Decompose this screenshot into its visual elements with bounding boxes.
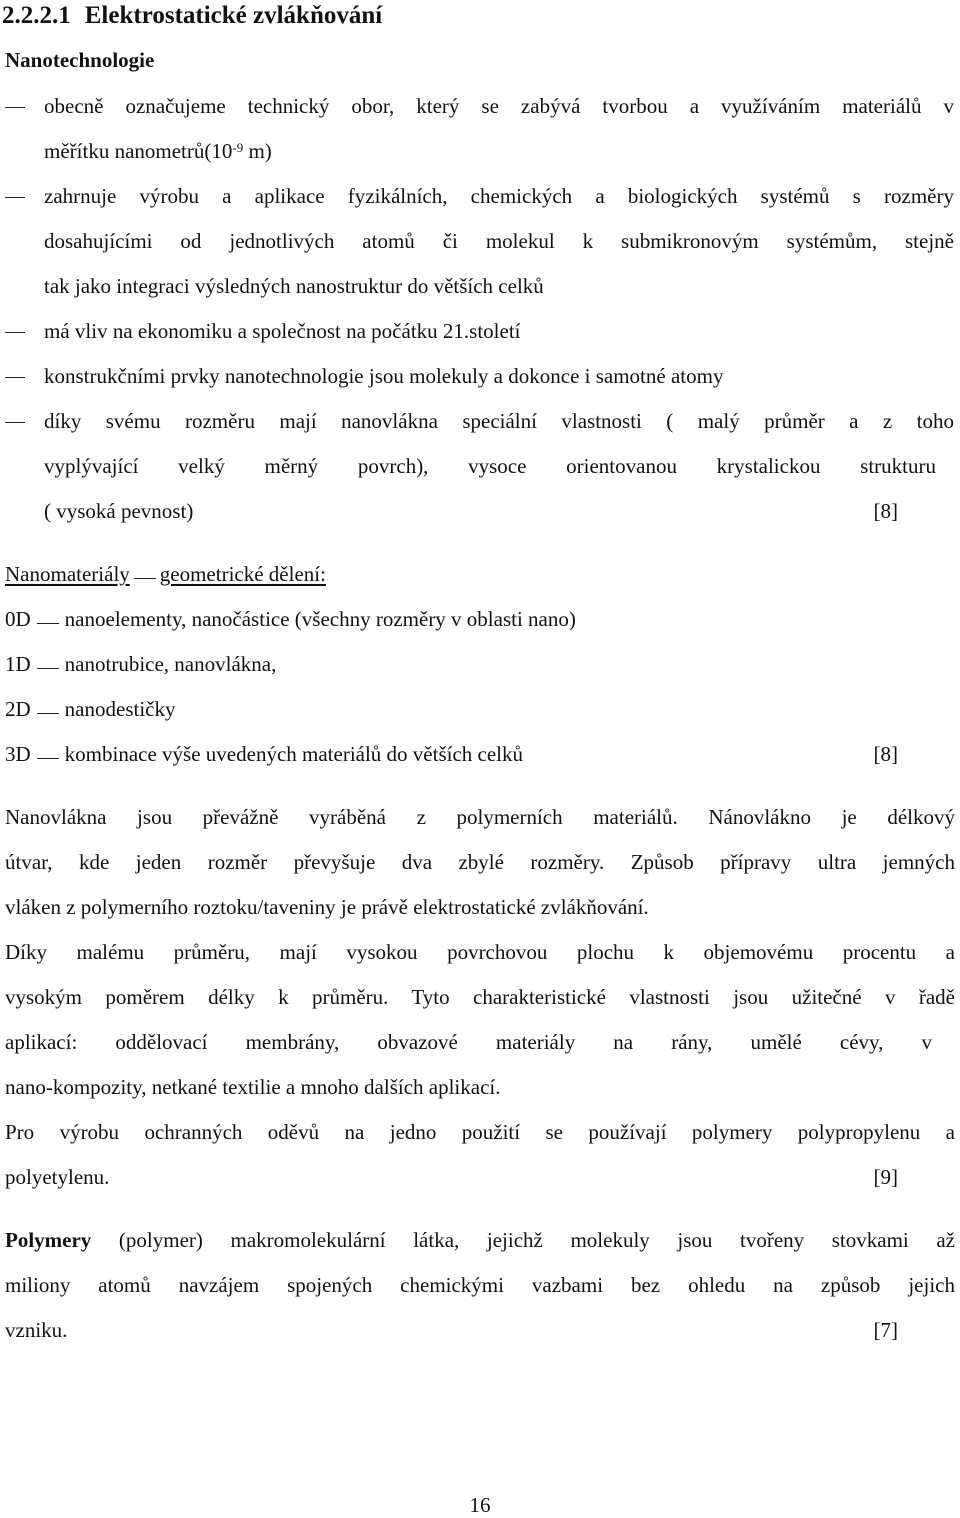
paragraph-1-line-7: nano-kompozity, netkané textilie a mnoho dalších aplikací. (5, 1075, 501, 1099)
bullet-5-line-3: ( vysoká pevnost) (44, 499, 194, 523)
nanomaterials-heading (5, 560, 326, 588)
bullet-5-line-2: vyplývající velký měrný povrch), vysoce orientovanou krystalickou strukturu (44, 454, 936, 478)
paragraph-1-line-8: Pro výrobu ochranných oděvů na jedno použití se používají polymery polypropylenu a (5, 1120, 955, 1144)
item-dash (37, 623, 59, 624)
dimension-text: nanoelementy, nanočástice (všechny rozměry v oblasti nano) (64, 607, 576, 631)
dimension-item-1d (5, 650, 276, 678)
heading-dash (134, 578, 156, 579)
paragraph-2-line-3: vzniku. (5, 1318, 68, 1342)
item-dash (37, 713, 59, 714)
dimension-text: kombinace výše uvedených materiálů do větších celků (64, 742, 524, 766)
citation-ref: [8] (873, 499, 898, 523)
dimension-code: 2D (5, 697, 31, 721)
paragraph-1-line-6: aplikací: oddělovací membrány, obvazové materiály na rány, umělé cévy, v (5, 1030, 932, 1054)
bullet-dash (5, 377, 25, 378)
section-number: 2.2.2.1 (2, 2, 71, 29)
paragraph-1-line-2: útvar, kde jeden rozměr převyšuje dva zbylé rozměry. Způsob přípravy ultra jemných (5, 850, 955, 874)
dimension-item-3d (5, 740, 523, 768)
dimension-text: nanodestičky (64, 697, 176, 721)
dimension-item-2d (5, 695, 175, 723)
bullet-2-line-3: tak jako integraci výsledných nanostruktur do větších celků (44, 274, 544, 298)
paragraph-2-text: (polymer) makromolekulární látka, jejichž molekuly jsou tvořeny stovkami až (91, 1228, 955, 1252)
paragraph-1-line-4: Díky malému průměru, mají vysokou povrchovou plochu k objemovému procentu a (5, 940, 955, 964)
bullet-5-line-1: díky svému rozměru mají nanovlákna speciální vlastnosti ( malý průměr a z toho (44, 409, 954, 433)
nanomaterials-heading-part2: geometrické dělení: (159, 562, 326, 586)
section-heading (2, 0, 382, 32)
item-dash (37, 668, 59, 669)
paragraph-1-line-3: vláken z polymerního roztoku/taveniny je právě elektrostatické zvlákňování. (5, 895, 649, 919)
dimension-text: nanotrubice, nanovlákna, (64, 652, 277, 676)
bullet-1-unit: m) (243, 139, 272, 163)
exponent: -9 (232, 140, 244, 155)
section-title: Elektrostatické zvlákňování (84, 2, 383, 29)
bullet-dash (5, 332, 25, 333)
dimension-code: 1D (5, 652, 31, 676)
bullet-dash (5, 197, 25, 198)
paragraph-2-line-2: miliony atomů navzájem spojených chemickými vazbami bez ohledu na způsob jejich (5, 1273, 955, 1297)
citation-ref: [8] (873, 742, 898, 766)
citation-ref: [9] (873, 1165, 898, 1189)
paragraph-1-line-5: vysokým poměrem délky k průměru. Tyto charakteristické vlastnosti jsou užitečné v řadě (5, 985, 955, 1009)
bullet-1-line-2 (44, 137, 272, 165)
paragraph-1-line-9: polyetylenu. (5, 1165, 110, 1189)
bullet-4-line-1: konstrukčními prvky nanotechnologie jsou molekuly a dokonce i samotné atomy (44, 364, 724, 388)
bullet-dash (5, 107, 25, 108)
dimension-code: 3D (5, 742, 31, 766)
page-number: 16 (469, 1493, 491, 1517)
subheading-nanotechnologie: Nanotechnologie (5, 48, 155, 72)
term-polymery: Polymery (5, 1228, 92, 1252)
bullet-2-line-2: dosahujícími od jednotlivých atomů či molekul k submikronovým systémům, stejně (44, 229, 954, 253)
paragraph-1-line-1: Nanovlákna jsou převážně vyráběná z polymerních materiálů. Nánovlákno je délkový (5, 805, 955, 829)
citation-ref: [7] (873, 1318, 898, 1342)
dimension-item-0d (5, 605, 576, 633)
item-dash (37, 758, 59, 759)
bullet-2-line-1: zahrnuje výrobu a aplikace fyzikálních, chemických a biologických systémů s rozměry (44, 184, 954, 208)
bullet-1-line-1: obecně označujeme technický obor, který se zabývá tvorbou a využíváním materiálů v (44, 94, 954, 118)
bullet-dash (5, 422, 25, 423)
bullet-3-line-1: má vliv na ekonomiku a společnost na počátku 21.století (44, 319, 521, 343)
dimension-code: 0D (5, 607, 31, 631)
bullet-1-text: měřítku nanometrů(10 (44, 139, 233, 163)
paragraph-2-line-1 (5, 1226, 955, 1254)
nanomaterials-heading-part1: Nanomateriály (5, 562, 130, 586)
